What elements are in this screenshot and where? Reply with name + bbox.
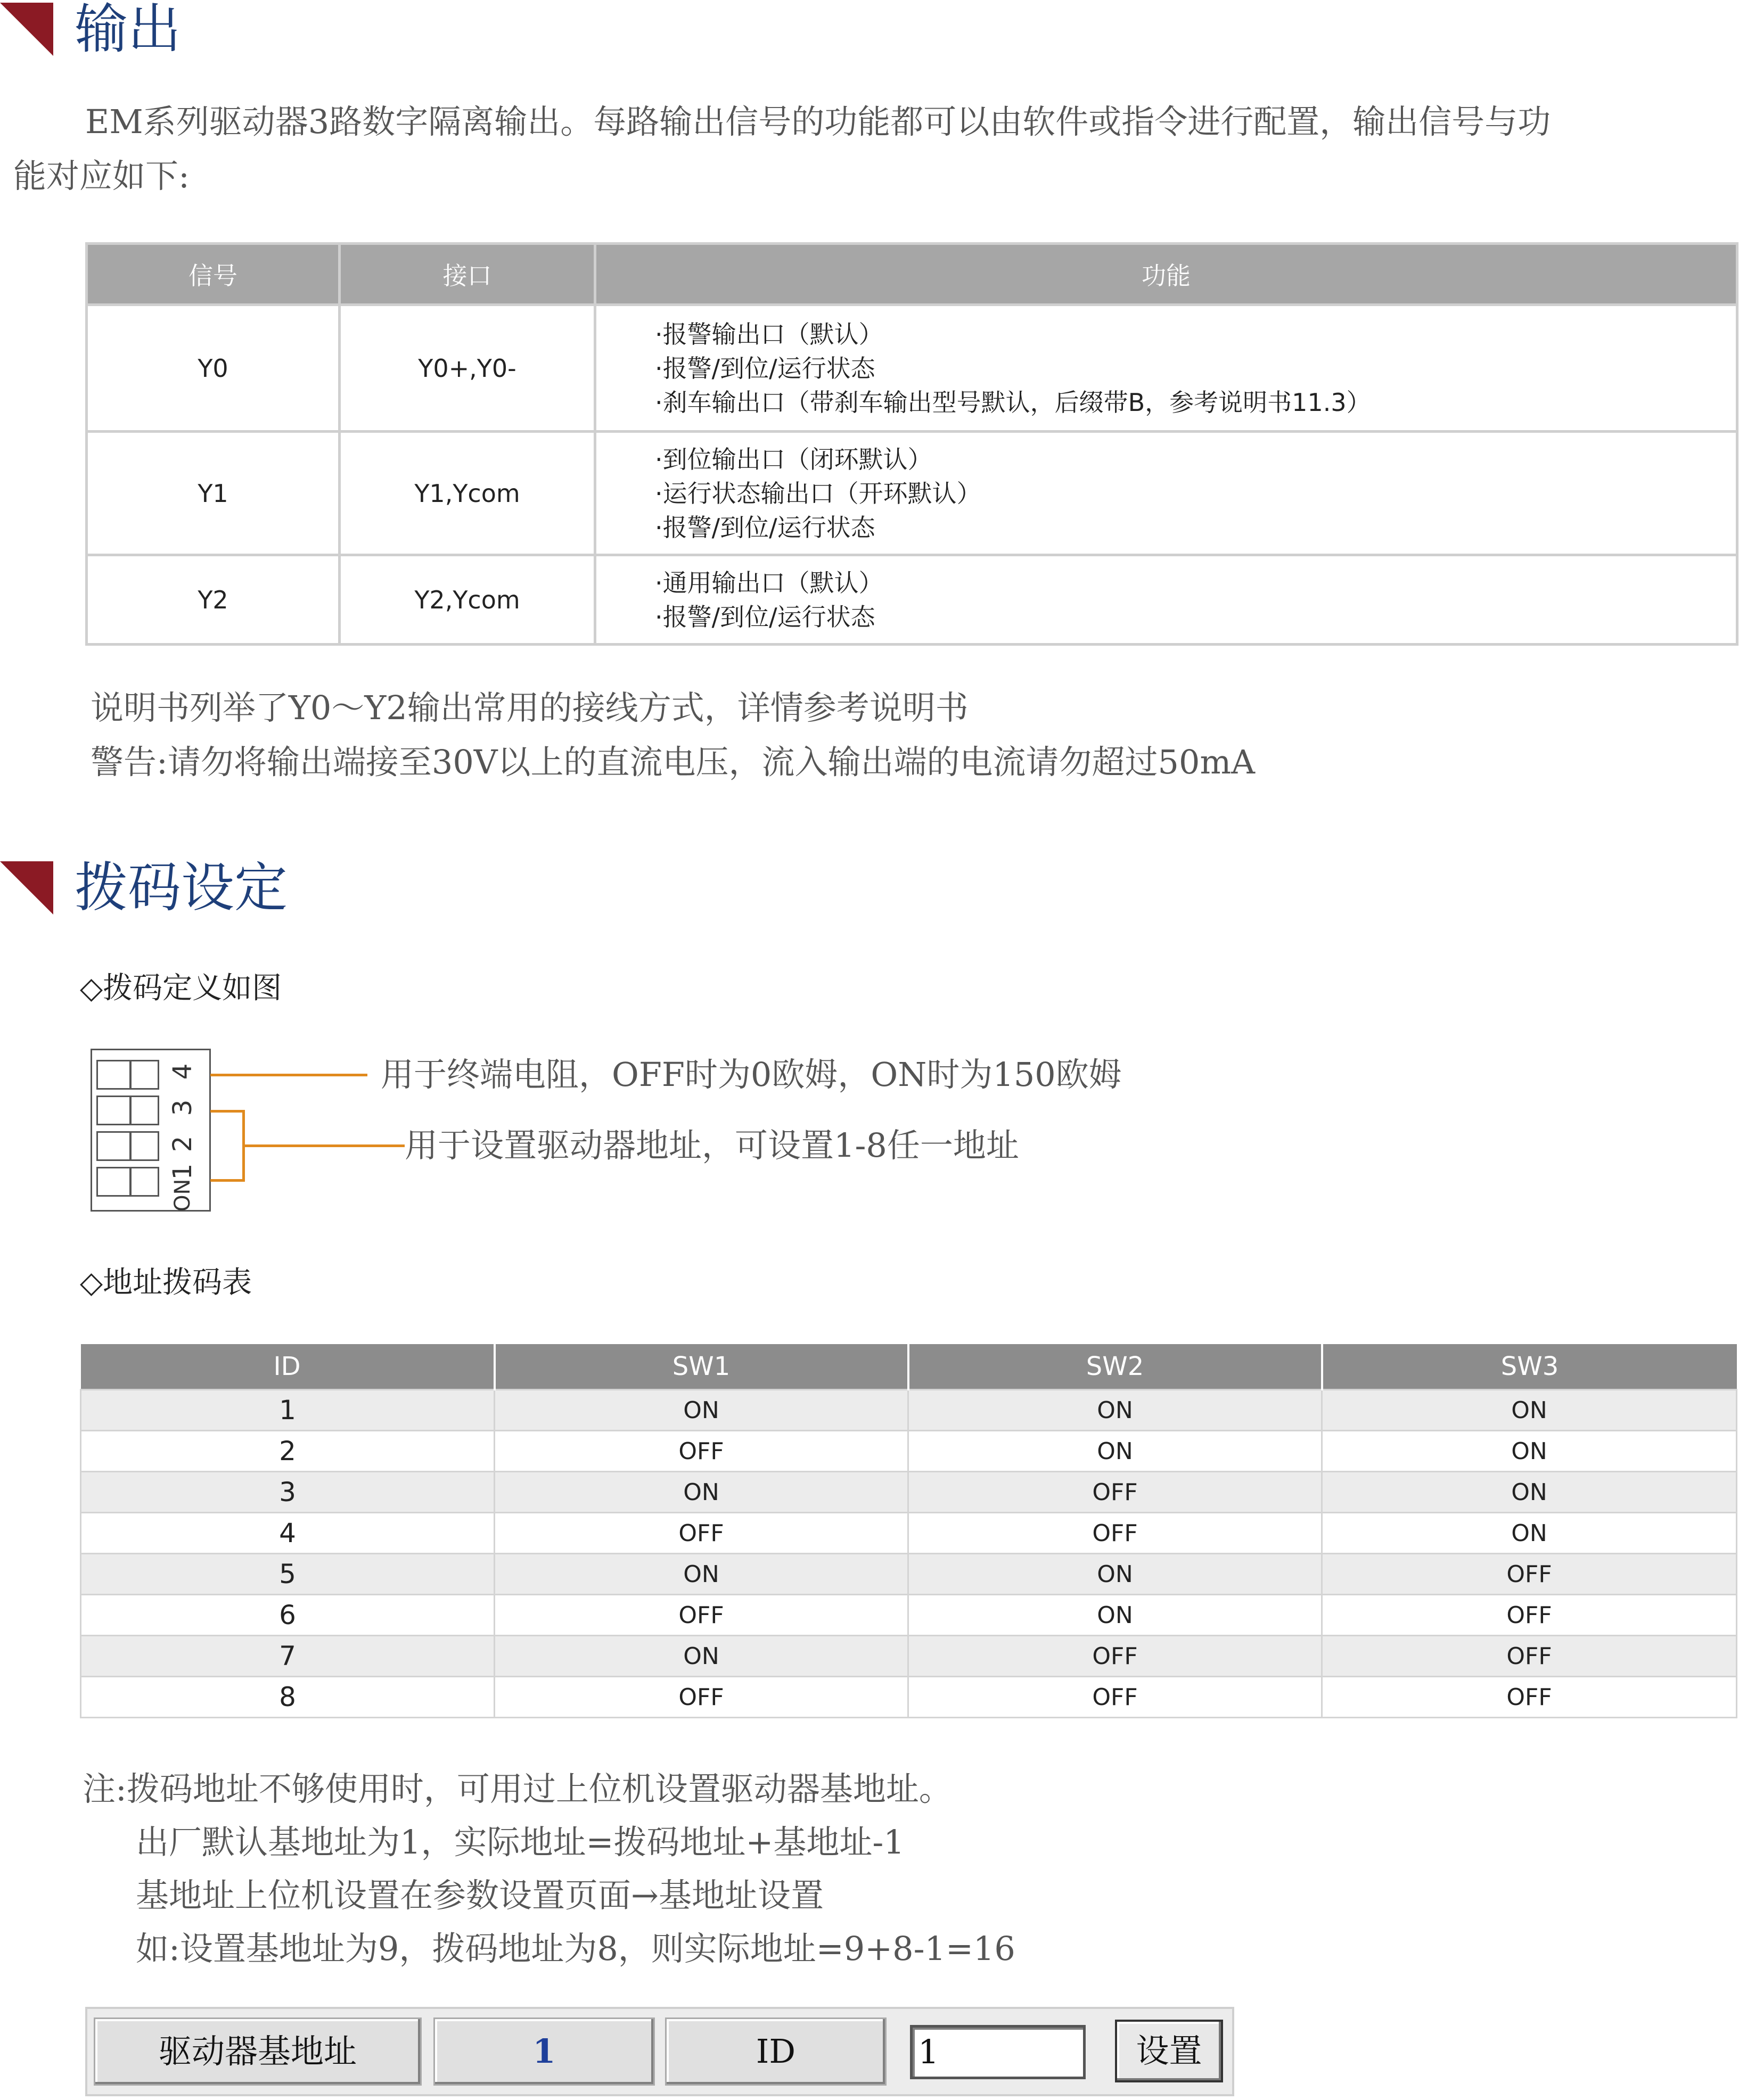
callout-line-2	[245, 1144, 405, 1147]
function-cell	[595, 432, 1737, 555]
section-marker	[0, 861, 53, 915]
set-button[interactable]: 设置	[1115, 2020, 1223, 2082]
sw1-cell: OFF	[495, 1513, 908, 1554]
function-item: ·运行状态输出口（开环默认）	[655, 479, 981, 508]
header-sw2: SW2	[908, 1344, 1322, 1390]
id-cell: 1	[81, 1390, 495, 1431]
sw3-cell: ON	[1322, 1472, 1737, 1513]
header-signal: 信号	[87, 244, 340, 305]
dip-note-2: 出厂默认基地址为1，实际地址=拨码地址+基地址-1	[136, 1823, 905, 1862]
sw3-cell: OFF	[1322, 1636, 1737, 1677]
table-row	[81, 1390, 1737, 1431]
id-cell: 5	[81, 1554, 495, 1595]
base-address-panel	[85, 2007, 1234, 2096]
dip-slot	[96, 1096, 132, 1125]
sw2-cell: OFF	[908, 1636, 1322, 1677]
base-address-value: 1	[433, 2017, 655, 2086]
dip-label-4: 4	[168, 1063, 198, 1080]
id-label: ID	[665, 2017, 887, 2086]
sw2-cell: OFF	[908, 1472, 1322, 1513]
sw1-cell: ON	[495, 1554, 908, 1595]
sw2-cell: OFF	[908, 1513, 1322, 1554]
dip-label-2: 2	[168, 1135, 198, 1152]
function-cell	[595, 305, 1737, 432]
signal-cell: Y0	[87, 305, 340, 432]
dip-note-1: 注:拨码地址不够使用时，可用过上位机设置驱动器基地址。	[83, 1769, 952, 1808]
sw2-cell: ON	[908, 1431, 1322, 1472]
sw2-cell: ON	[908, 1390, 1322, 1431]
dip-slot	[96, 1131, 132, 1161]
function-item: ·报警/到位/运行状态	[655, 602, 875, 631]
sw3-cell: OFF	[1322, 1677, 1737, 1718]
section-title-dip: 拨码设定	[75, 857, 288, 919]
sw2-cell: ON	[908, 1554, 1322, 1595]
sw1-cell: OFF	[495, 1595, 908, 1636]
dip-lever	[129, 1167, 159, 1197]
table-row	[81, 1677, 1737, 1718]
sw1-cell: ON	[495, 1636, 908, 1677]
header-sw3: SW3	[1322, 1344, 1737, 1390]
header-sw1: SW1	[495, 1344, 908, 1390]
callout-bracket-bottom	[210, 1179, 245, 1182]
output-note-2: 警告:请勿将输出端接至30V以上的直流电压，流入输出端的电流请勿超过50mA	[91, 743, 1256, 781]
sw3-cell: OFF	[1322, 1554, 1737, 1595]
sw2-cell: OFF	[908, 1677, 1322, 1718]
function-item: ·报警输出口（默认）	[655, 319, 883, 349]
table-row	[81, 1472, 1737, 1513]
id-input[interactable]: 1	[910, 2025, 1086, 2079]
header-port: 接口	[340, 244, 595, 305]
id-cell: 7	[81, 1636, 495, 1677]
callout-bracket-top	[210, 1110, 245, 1113]
dip-note-3: 基地址上位机设置在参数设置页面→基地址设置	[136, 1876, 824, 1915]
callout-text-2: 用于设置驱动器地址，可设置1-8任一地址	[405, 1126, 1019, 1165]
dip-slot	[96, 1060, 132, 1090]
dip-label-3: 3	[168, 1099, 198, 1116]
sw1-cell: ON	[495, 1472, 908, 1513]
id-cell: 6	[81, 1595, 495, 1636]
dip-label-1: 1	[168, 1163, 198, 1180]
port-cell: Y1,Ycom	[340, 432, 595, 555]
output-table	[85, 242, 1738, 646]
intro-line-1: EM系列驱动器3路数字隔离输出。每路输出信号的功能都可以由软件或指令进行配置，输出信号与功	[85, 102, 1551, 141]
section-title-output: 输出	[75, 0, 181, 60]
id-cell: 8	[81, 1677, 495, 1718]
sw1-cell: ON	[495, 1390, 908, 1431]
table-row	[81, 1554, 1737, 1595]
function-item: ·报警/到位/运行状态	[655, 513, 875, 542]
base-address-label: 驱动器基地址	[94, 2017, 422, 2086]
sw1-cell: OFF	[495, 1431, 908, 1472]
sw3-cell: ON	[1322, 1513, 1737, 1554]
id-cell: 4	[81, 1513, 495, 1554]
table-row	[81, 1513, 1737, 1554]
function-item: ·到位输出口（闭环默认）	[655, 444, 932, 474]
address-table-heading: ◇地址拨码表	[80, 1265, 252, 1300]
port-cell: Y2,Ycom	[340, 555, 595, 645]
function-cell	[595, 555, 1737, 645]
sw3-cell: OFF	[1322, 1595, 1737, 1636]
dip-label-on: ON	[170, 1179, 195, 1212]
function-item: ·通用输出口（默认）	[655, 568, 883, 597]
signal-cell: Y1	[87, 432, 340, 555]
function-item: ·刹车输出口（带刹车输出型号默认，后缀带B，参考说明书11.3）	[655, 388, 1371, 417]
signal-cell: Y2	[87, 555, 340, 645]
header-id: ID	[81, 1344, 495, 1390]
dip-lever	[129, 1096, 159, 1125]
callout-line-1	[210, 1074, 367, 1076]
section-marker	[0, 3, 53, 56]
intro-line-2: 能对应如下:	[13, 157, 190, 195]
table-row	[81, 1431, 1737, 1472]
id-cell: 3	[81, 1472, 495, 1513]
function-item: ·报警/到位/运行状态	[655, 353, 875, 383]
dip-lever	[129, 1131, 159, 1161]
sw3-cell: ON	[1322, 1431, 1737, 1472]
dip-switch-diagram	[91, 1049, 211, 1212]
dip-definition-heading: ◇拨码定义如图	[80, 971, 282, 1006]
port-cell: Y0+,Y0-	[340, 305, 595, 432]
id-cell: 2	[81, 1431, 495, 1472]
sw3-cell: ON	[1322, 1390, 1737, 1431]
dip-note-4: 如:设置基地址为9，拨码地址为8，则实际地址=9+8-1=16	[136, 1929, 1015, 1968]
dip-lever	[129, 1060, 159, 1090]
sw2-cell: ON	[908, 1595, 1322, 1636]
address-table	[80, 1344, 1737, 1718]
table-row	[81, 1595, 1737, 1636]
header-function: 功能	[595, 244, 1737, 305]
table-row	[81, 1636, 1737, 1677]
sw1-cell: OFF	[495, 1677, 908, 1718]
dip-slot	[96, 1167, 132, 1197]
callout-text-1: 用于终端电阻，OFF时为0欧姆，ON时为150欧姆	[381, 1055, 1122, 1094]
output-note-1: 说明书列举了Y0～Y2输出常用的接线方式，详情参考说明书	[91, 688, 969, 727]
